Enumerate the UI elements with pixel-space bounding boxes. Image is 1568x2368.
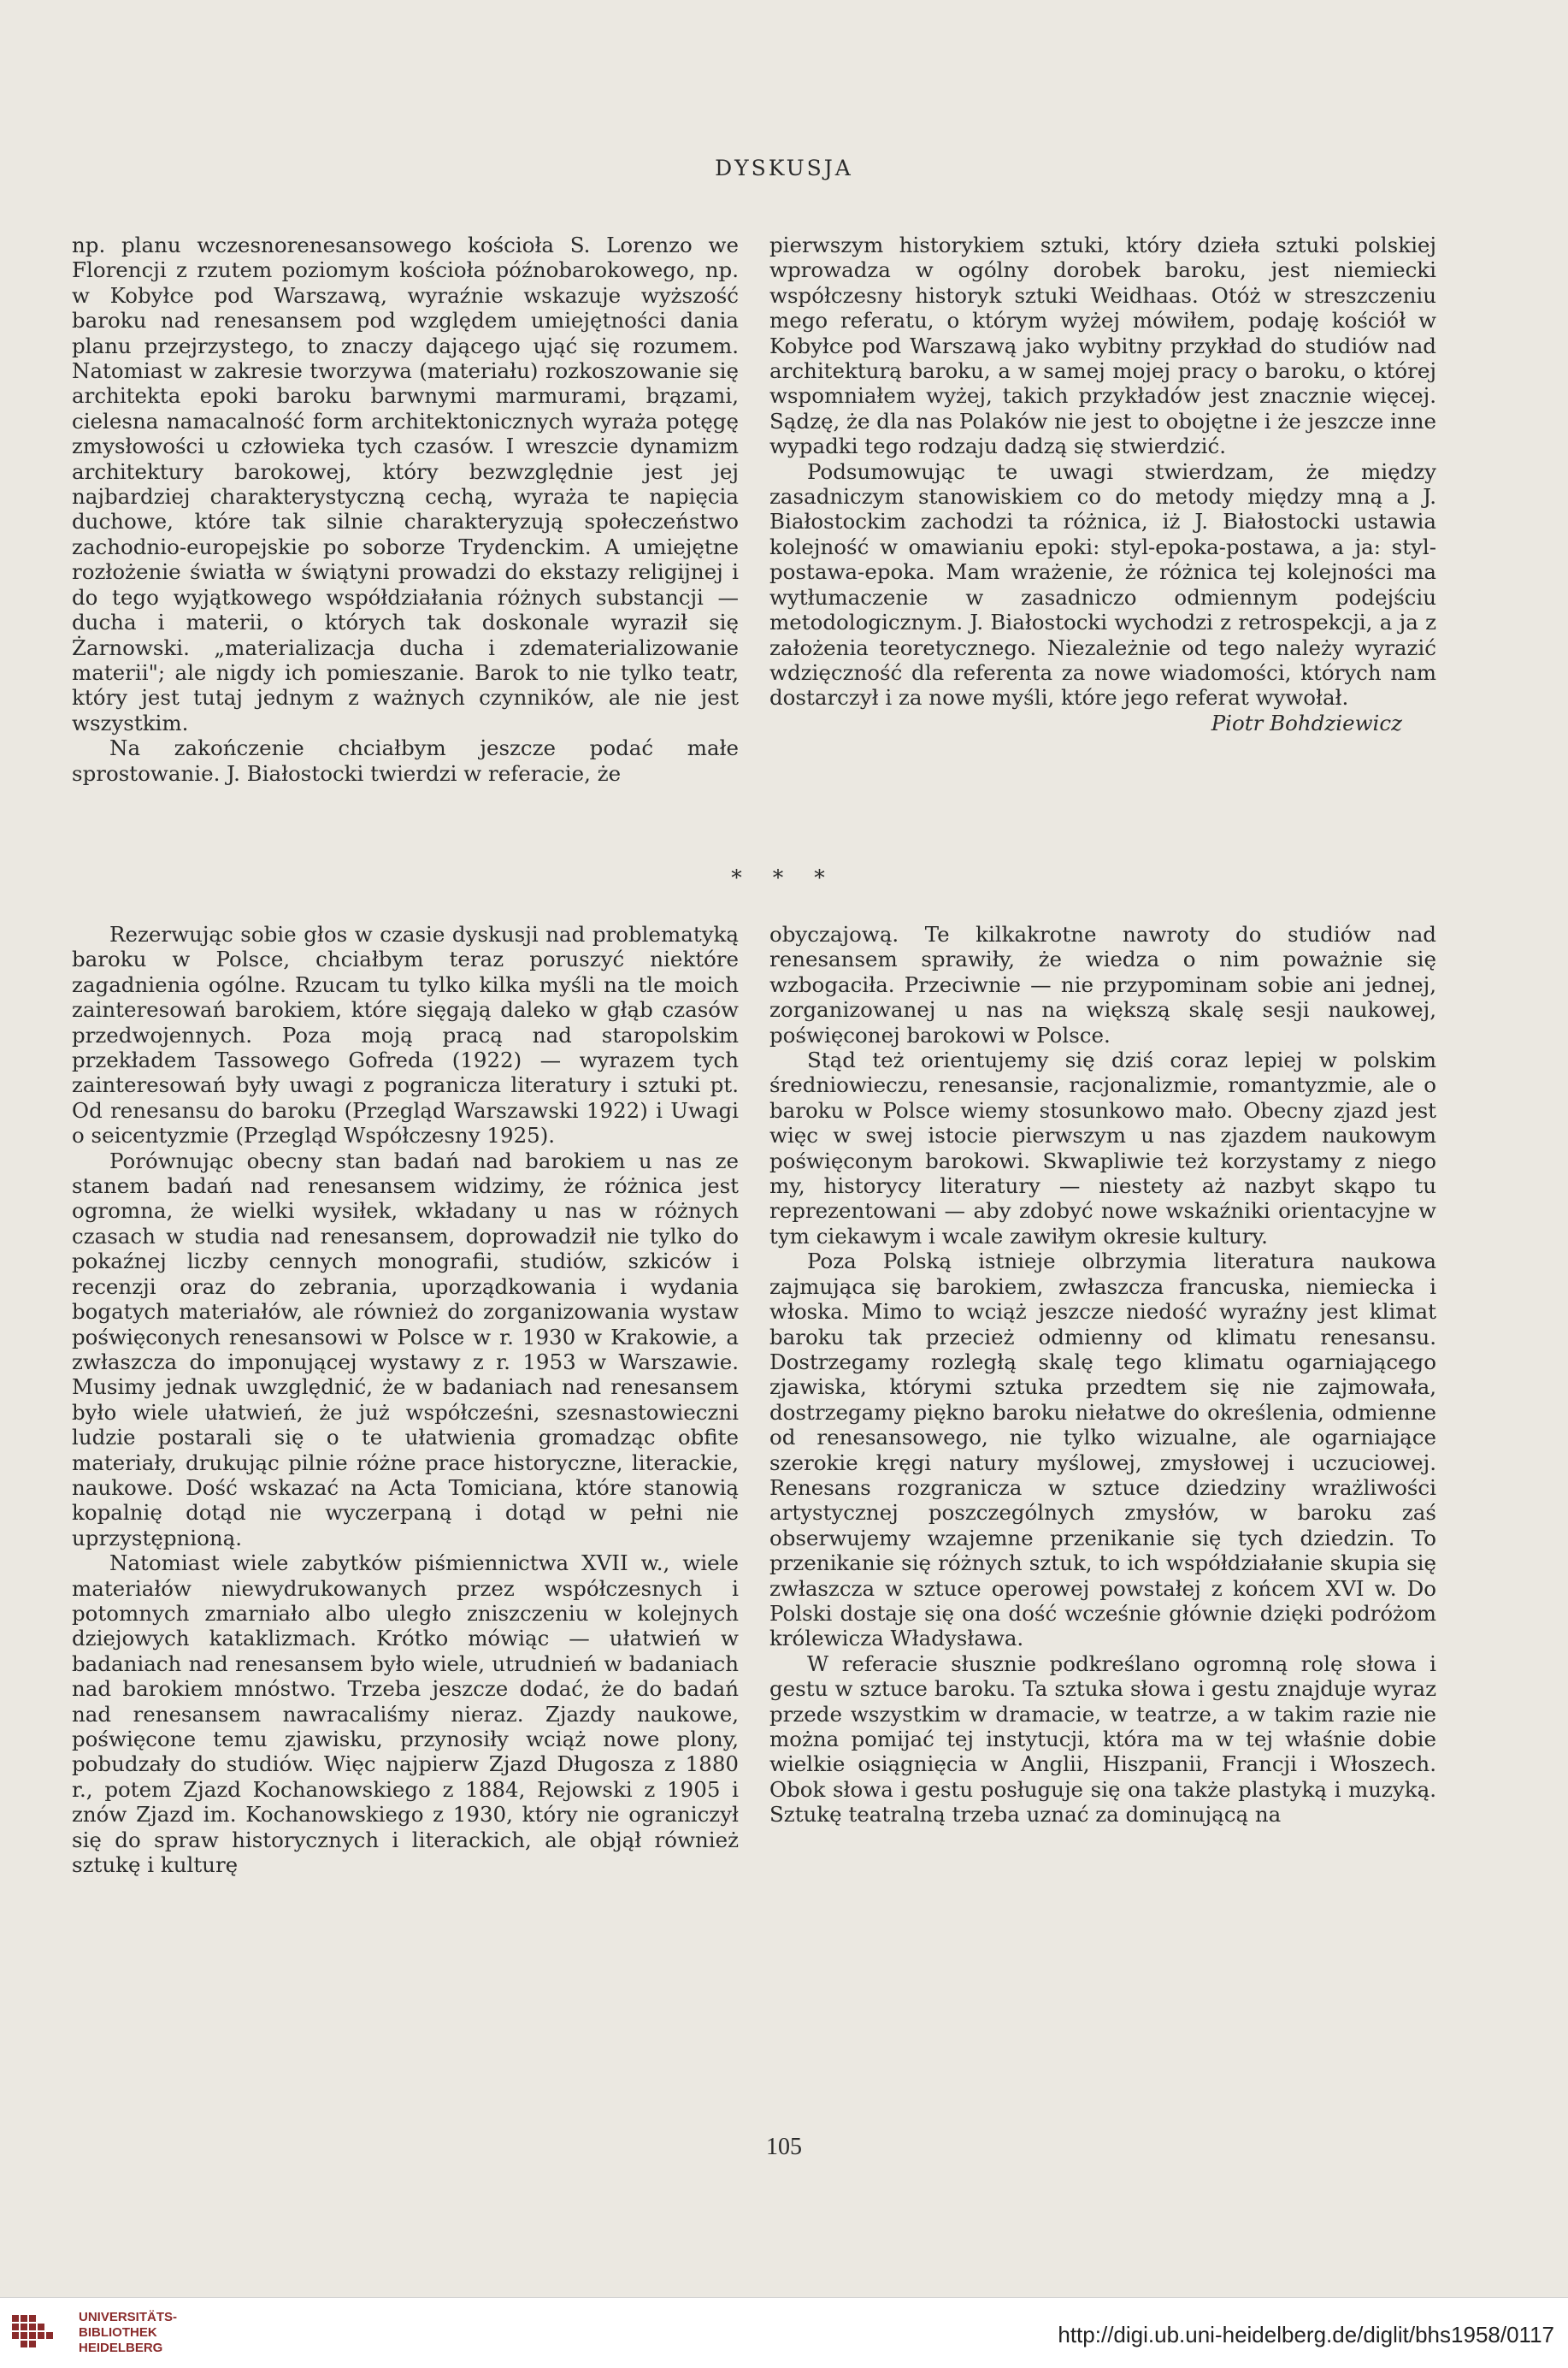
page-number: 105	[766, 2134, 802, 2160]
top-left-column	[72, 233, 739, 786]
library-name	[79, 2310, 177, 2356]
source-url-link[interactable]: http://digi.ub.uni-heidelberg.de/diglit/bhs1958/0117	[1058, 2322, 1554, 2347]
bottom-left-column	[72, 922, 739, 1877]
library-name-line: HEIDELBERG	[79, 2341, 163, 2355]
running-head: DYSKUSJA	[715, 156, 853, 180]
library-name-line: UNIVERSITÄTS-	[79, 2310, 178, 2324]
library-logo-icon	[12, 2312, 65, 2356]
top-right-column	[769, 233, 1436, 735]
paragraph: Porównując obecny stan badań nad barokiem u nas ze stanem badań nad renesansem widzimy, że różnica jest ogromna, że wielki wysiłek, wkładany u nas w różnych czasach w studia nad renesansem, doprowadził nie tylko do pokaźnej liczby cennych monografii, studiów, szkiców i recenzji oraz do zebrania, uporządkowania i wydania bogatych materiałów, ale również do zorganizowania wystaw poświęconych renesansowi w Polsce w r. 1930 w Krakowie, a zwłaszcza do imponującej wystawy z r. 1953 w Warszawie. Musimy jednak uwzględnić, że w badaniach nad renesansem było wiele ułatwień, że już współcześni, szesnastowieczni ludzie postarali się o te ułatwienia gromadząc obfite materiały, drukując pilnie różne prace historyczne, literackie, naukowe. Dość wskazać na Acta Tomiciana, które stanowią kopalnię dotąd nie wyczerpaną i dotąd w pełni nie uprzystępnioną.	[72, 1148, 739, 1550]
paragraph: Poza Polską istnieje olbrzymia literatura naukowa zajmująca się barokiem, zwłaszcza francuska, niemiecka i włoska. Mimo to wciąż jeszcze niedość wyraźny jest klimat baroku tak przecież odmienny od klimatu renesansu. Dostrzegamy rozległą skalę tego klimatu ogarniającego zjawiska, którymi sztuka przedtem się nie zajmowała, dostrzegamy piękno baroku niełatwe do określenia, odmienne od renesansowego, nie tylko wizualne, ale ogarniające szerokie kręgi natury myślowej, zmysłowej i uczuciowej. Renesans rozgranicza w sztuce dziedziny wrażliwości artystycznej poszczególnych zmysłów, w baroku zaś obserwujemy wzajemne przenikanie się tych dziedzin. To przenikanie się różnych sztuk, to ich współdziałanie skupia się zwłaszcza w sztuce operowej powstałej z końcem XVI w. Do Polski dostaje się ona dość wcześnie głównie dzięki podróżom królewicza Władysława.	[769, 1249, 1436, 1651]
footer-bar	[0, 2297, 1568, 2368]
paragraph: Rezerwując sobie głos w czasie dyskusji nad problematyką baroku w Polsce, chciałbym teraz poruszyć niektóre zagadnienia ogólne. Rzucam tu tylko kilka myśli na tle moich zainteresowań barokiem, które sięgają daleko w głąb czasów przedwojennych. Poza moją pracą nad staropolskim przekładem Tassowego Gofreda (1922) — wyrazem tych zainteresowań były uwagi z pogranicza literatury i sztuki pt. Od renesansu do baroku (Przegląd Warszawski 1922) i Uwagi o seicentyzmie (Przegląd Współczesny 1925).	[72, 922, 739, 1149]
paragraph: Natomiast wiele zabytków piśmiennictwa XVII w., wiele materiałów niewydrukowanych przez współczesnych i potomnych zmarniało albo uległo zniszczeniu w kolejnych dziejowych kataklizmach. Krótko mówiąc — ułatwień w badaniach nad renesansem było wiele, utrudnień w badaniach nad barokiem mnóstwo. Trzeba jeszcze dodać, że do badań nad renesansem nawracaliśmy nieraz. Zjazdy naukowe, poświęcone temu zjawisku, przynosiły wciąż nowe plony, pobudzały do studiów. Więc najpierw Zjazd Długosza z 1880 r., potem Zjazd Kochanowskiego z 1884, Rejowski z 1905 i znów Zjazd im. Kochanowskiego z 1930, który nie ograniczył się do spraw historycznych i literackich, ale objął również sztukę i kulturę	[72, 1550, 739, 1878]
paragraph: W referacie słusznie podkreślano ogromną rolę słowa i gestu w sztuce baroku. Ta sztuka słowa i gestu znajduje wyraz przede wszystkim w dramacie, w teatrze, a w takim razie nie można pomijać tej instytucji, która ma w tej właśnie dobie wielkie osiągnięcia w Anglii, Hiszpanii, Francji i Włoszech. Obok słowa i gestu posługuje się ona także plastyką i muzyką. Sztukę teatralną trzeba uznać za dominującą na	[769, 1651, 1436, 1828]
paragraph: np. planu wczesnorenesansowego kościoła S. Lorenzo we Florencji z rzutem poziomym kościoła późnobarokowego, np. w Kobyłce pod Warszawą, wyraźnie wskazuje wyższość baroku nad renesansem pod względem umiejętności dania planu przejrzystego, to znaczy dającego ująć się rozumem. Natomiast w zakresie tworzywa (materiału) rozkoszowanie się architekta epoki baroku barwnymi marmurami, brązami, cielesna namacalność form architektonicznych wyraża potęgę zmysłowości u człowieka tych czasów. I wreszcie dynamizm architektury barokowej, który bezwzględnie jest jej najbardziej charakterystyczną cechą, wyraża te napięcia duchowe, które tak silnie charakteryzują społeczeństwo zachodnio-europejskie po soborze Trydenckim. A umiejętne rozłożenie światła w świątyni prowadzi do ekstazy religijnej i do tego wyjątkowego współdziałania różnych substancji — ducha i materii, o których tak doskonale wyraził się Żarnowski. „materializacja ducha i zdematerializowanie materii"; ale nigdy ich pomieszanie. Barok to nie tylko teatr, który jest tutaj jednym z ważnych czynników, ale nie jest wszystkim.	[72, 233, 739, 735]
author-signature: Piotr Bohdziewicz	[1211, 710, 1402, 735]
paragraph: pierwszym historykiem sztuki, który dzieła sztuki polskiej wprowadza w ogólny dorobek baroku, jest niemiecki współczesny historyk sztuki Weidhaas. Otóż w streszczeniu mego referatu, o którym wyżej mówiłem, podaję kościół w Kobyłce pod Warszawą jako wybitny przykład do studiów nad architekturą baroku, a w samej mojej pracy o baroku, o której wspomniałem wyżej, takich przykładów jest znacznie więcej. Sądzę, że dla nas Polaków nie jest to obojętne i że jeszcze inne wypadki tego rodzaju dadzą się stwierdzić.	[769, 233, 1436, 459]
section-separator: * * *	[731, 865, 837, 890]
paragraph: Na zakończenie chciałbym jeszcze podać małe sprostowanie. J. Białostocki twierdzi w referacie, że	[72, 735, 739, 786]
paragraph: Stąd też orientujemy się dziś coraz lepiej w polskim średniowieczu, renesansie, racjonalizmie, romantyzmie, ale o baroku w Polsce wiemy stosunkowo mało. Obecny zjazd jest więc w swej istocie pierwszym u nas zjazdem naukowym poświęconym barokowi. Skwapliwie też korzystamy z niego my, historycy literatury — niestety aż nazbyt skąpo tu reprezentowani — aby zdobyć nowe wskaźniki orientacyjne w tym ciekawym i wcale zawiłym okresie kultury.	[769, 1048, 1436, 1249]
paragraph: obyczajową. Te kilkakrotne nawroty do studiów nad renesansem sprawiły, że wiedza o nim poważnie się wzbogaciła. Przeciwnie — nie przypominam sobie ani jednej, zorganizowanej u nas na większą skalę sesji naukowej, poświęconej barokowi w Polsce.	[769, 922, 1436, 1048]
library-name-line: BIBLIOTHEK	[79, 2325, 157, 2340]
paragraph: Podsumowując te uwagi stwierdzam, że między zasadniczym stanowiskiem co do metody między mną a J. Białostockim zachodzi ta różnica, iż J. Białostocki ustawia kolejność w omawianiu epoki: styl-epoka-postawa, a ja: styl-postawa-epoka. Mam wrażenie, że różnica tej kolejności ma wytłumaczenie w zasadniczo odmiennym podejściu metodologicznym. J. Białostocki wychodzi z retrospekcji, a ja z założenia teoretycznego. Niezależnie od tego należy wyrazić wdzięczność dla referenta za nowe wiadomości, których nam dostarczył i za nowe myśli, które jego referat wywołał.	[769, 458, 1436, 711]
bottom-right-column	[769, 922, 1436, 1828]
